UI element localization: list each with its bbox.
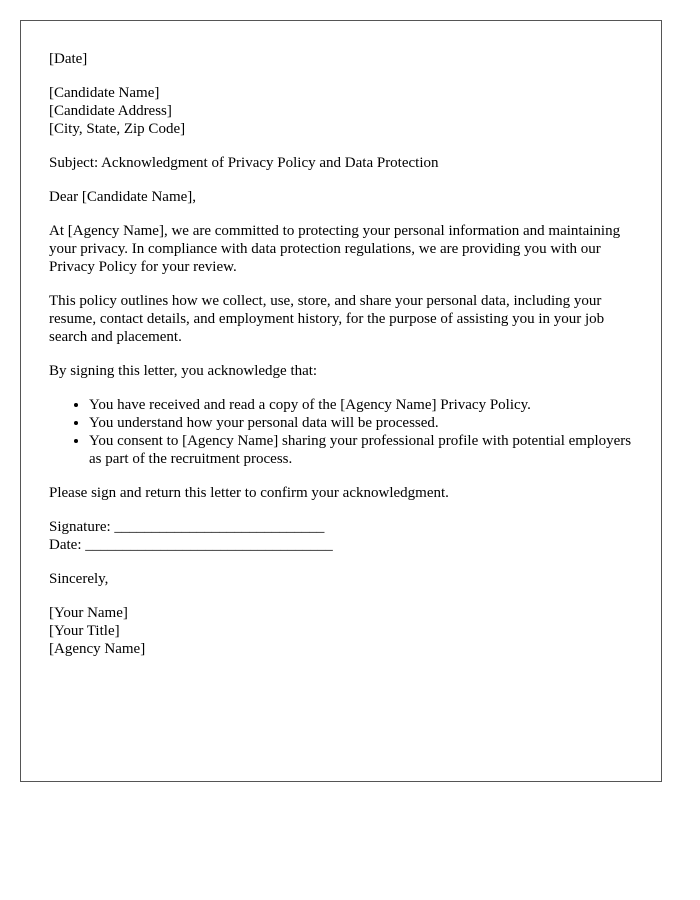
paragraph-commitment: At [Agency Name], we are committed to protecting your personal information and maintaining your privacy. In compliance with data protection regulations, we are providing you with our Privacy Policy for your review.: [49, 223, 621, 275]
sign-off: Sincerely,: [49, 571, 109, 587]
letter-date: [Date]: [49, 51, 88, 67]
list-item: • You understand how your personal data will be processed.: [89, 414, 632, 432]
list-item: • You consent to [Agency Name] sharing your professional profile with potential employers as part of the recruitment process.: [89, 432, 632, 468]
recipient-address: [Candidate Address]: [49, 103, 172, 119]
subject-line: Subject: Acknowledgment of Privacy Policy and Data Protection: [49, 155, 439, 171]
sender-block: [49, 604, 632, 658]
letter: [20, 20, 662, 782]
acknowledgment-list: [49, 396, 632, 468]
list-item: • You have received and read a copy of the [Agency Name] Privacy Policy.: [89, 396, 632, 414]
sender-agency: [Agency Name]: [49, 641, 146, 657]
signature-line: Signature: ____________________________: [49, 519, 325, 535]
signature-block: [49, 518, 632, 554]
sender-title: [Your Title]: [49, 623, 120, 639]
paragraph-policy: This policy outlines how we collect, use, store, and share your personal data, including your resume, contact details, and employment history, for the purpose of assisting you in your job search and placement.: [49, 293, 605, 345]
recipient-block: [49, 84, 632, 138]
sender-name: [Your Name]: [49, 605, 128, 621]
paragraph-acknowledge: By signing this letter, you acknowledge that:: [49, 363, 318, 379]
recipient-city: [City, State, Zip Code]: [49, 121, 186, 137]
date-line: Date: _________________________________: [49, 537, 333, 553]
recipient-name: [Candidate Name]: [49, 85, 160, 101]
salutation: Dear [Candidate Name],: [49, 189, 197, 205]
closing-request: Please sign and return this letter to confirm your acknowledgment.: [49, 485, 449, 501]
